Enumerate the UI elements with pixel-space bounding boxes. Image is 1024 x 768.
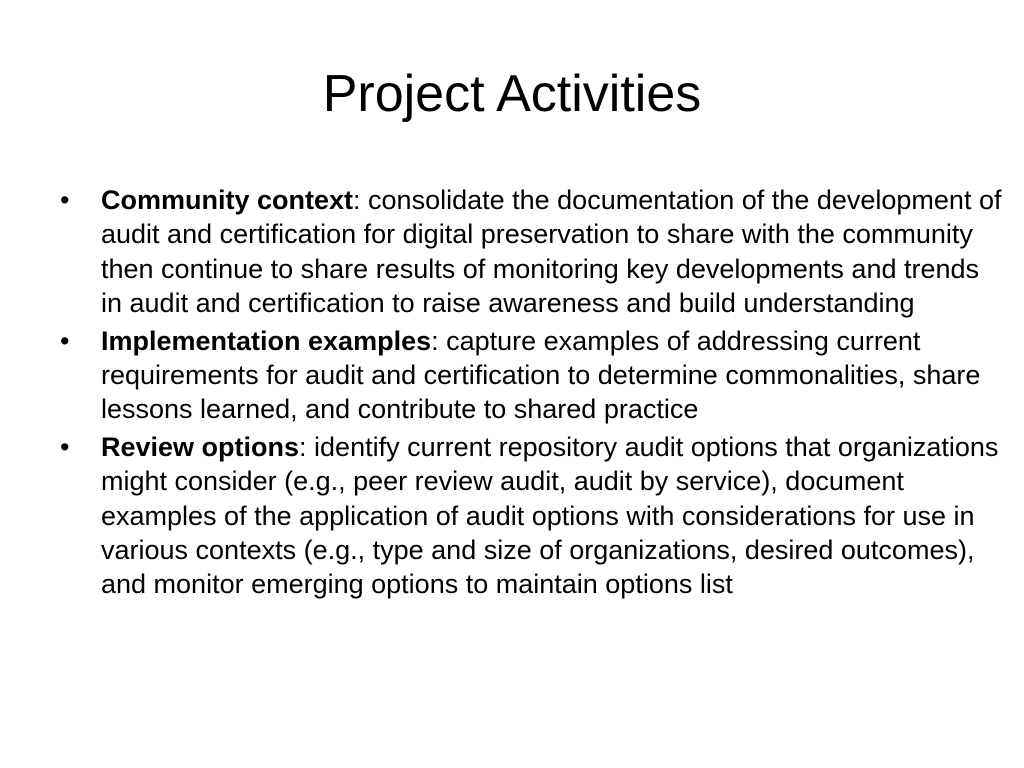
slide-title: Project Activities (322, 65, 702, 123)
bullet-icon: • (60, 431, 70, 462)
bullet-term: Community context (101, 185, 354, 215)
bullet-item-review-options (56, 430, 1004, 602)
bullet-icon: • (60, 325, 70, 356)
bullet-item-community-context (56, 183, 1004, 321)
bullet-list (56, 183, 1004, 605)
bullet-term: Implementation examples (101, 325, 432, 356)
bullet-text: : identify current repository audit options that organizations might consider (e.g., peer review audit, audit by service), document examples of the application of audit options with considerations for use in various contexts (e.g., type and size of organizations, desired outcomes), and monitor emerging options to maintain options list (101, 431, 999, 600)
bullet-item-implementation-examples (56, 324, 1004, 427)
bullet-text: : consolidate the documentation of the development of audit and certification for digital preservation to share with the community then continue to share results of monitoring key developments and trends in audit and certification to raise awareness and build understanding (101, 185, 1002, 319)
bullet-text: : capture examples of addressing current requirements for audit and certification to determine commonalities, share lessons learned, and contribute to shared practice (101, 325, 981, 425)
bullet-term: Review options (101, 431, 300, 462)
bullet-icon: • (60, 185, 70, 215)
